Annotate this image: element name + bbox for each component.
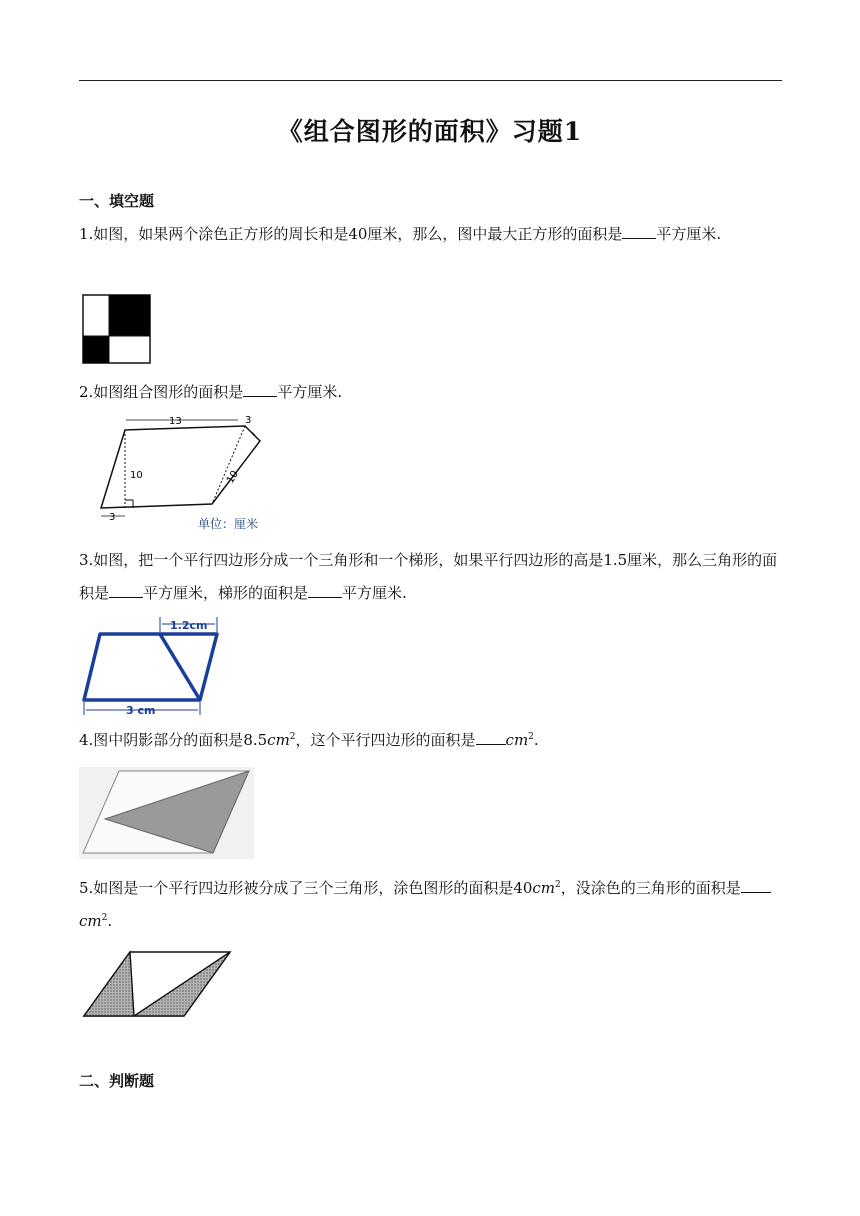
q3-blank-trapezoid[interactable] <box>308 583 342 598</box>
q5-figure <box>80 948 236 1022</box>
q2-figure <box>92 414 272 536</box>
q1-text-b: 平方厘米. <box>656 225 722 243</box>
q5-sup-2: 2 <box>101 913 108 923</box>
question-4 <box>79 724 783 757</box>
q4-sup: 2 <box>289 732 296 742</box>
q4-blank[interactable] <box>476 730 506 745</box>
q1-blank[interactable] <box>622 224 656 239</box>
q3-text-a: 3.如图，把一个平行四边形分成一个三角形和一个梯形，如果平行四边形的高是1.5厘米，那么三角形的面积是 <box>79 551 778 602</box>
q2-text-a: 2.如图组合图形的面积是 <box>79 383 244 401</box>
q5-text-b: ，没涂色的三角形的面积是 <box>560 879 741 897</box>
q3-text-b: 平方厘米，梯形的面积是 <box>143 584 309 602</box>
q3-figure <box>80 614 225 720</box>
q4-text-c: . <box>533 731 539 749</box>
q2-label-slant: 10 <box>225 468 241 486</box>
q3-blank-triangle[interactable] <box>109 583 143 598</box>
header-rule <box>79 80 782 81</box>
section-fill-blank: 一、填空题 <box>79 192 155 210</box>
q5-text-a: 5.如图是一个平行四边形被分成了三个三角形，涂色图形的面积是40 <box>79 879 533 897</box>
q2-unit-label: 单位：厘米 <box>198 517 259 531</box>
q3-label-top: 1.2cm <box>170 619 208 632</box>
q4-text-a: 4.图中阴影部分的面积是8.5 <box>79 731 268 749</box>
q2-label-bottom: 3 <box>109 512 116 523</box>
q4-text-b: ，这个平行四边形的面积是 <box>295 731 476 749</box>
question-1 <box>79 218 783 251</box>
q3-label-bottom: 3 cm <box>126 704 156 717</box>
section-true-false: 二、判断题 <box>79 1072 155 1090</box>
question-5 <box>79 872 783 938</box>
q5-unit-2: cm <box>79 912 102 930</box>
q5-blank[interactable] <box>741 878 771 893</box>
q1-large-shaded-square <box>109 295 150 336</box>
q1-figure <box>82 294 152 366</box>
q1-text-a: 1.如图，如果两个涂色正方形的周长和是40厘米，那么，图中最大正方形的面积是 <box>79 225 623 243</box>
q4-sup-2: 2 <box>528 732 534 742</box>
question-3 <box>79 544 783 610</box>
q5-sup: 2 <box>555 880 561 890</box>
q4-unit: cm <box>267 731 290 749</box>
question-2 <box>79 376 783 409</box>
q2-text-b: 平方厘米. <box>277 383 343 401</box>
q4-unit-2: cm <box>505 731 529 749</box>
q1-small-shaded-square <box>83 336 109 363</box>
q4-figure <box>79 767 254 859</box>
q5-shaded-left-triangle <box>84 952 134 1016</box>
q5-unit: cm <box>532 879 556 897</box>
q3-text-c: 平方厘米. <box>342 584 407 602</box>
q2-blank[interactable] <box>243 382 277 397</box>
q2-label-corner: 3 <box>245 415 252 426</box>
q2-label-height: 10 <box>130 470 143 481</box>
q5-text-c: . <box>107 912 113 930</box>
page-title: 《组合图形的面积》习题1 <box>277 117 583 146</box>
q2-label-top: 13 <box>169 416 182 427</box>
